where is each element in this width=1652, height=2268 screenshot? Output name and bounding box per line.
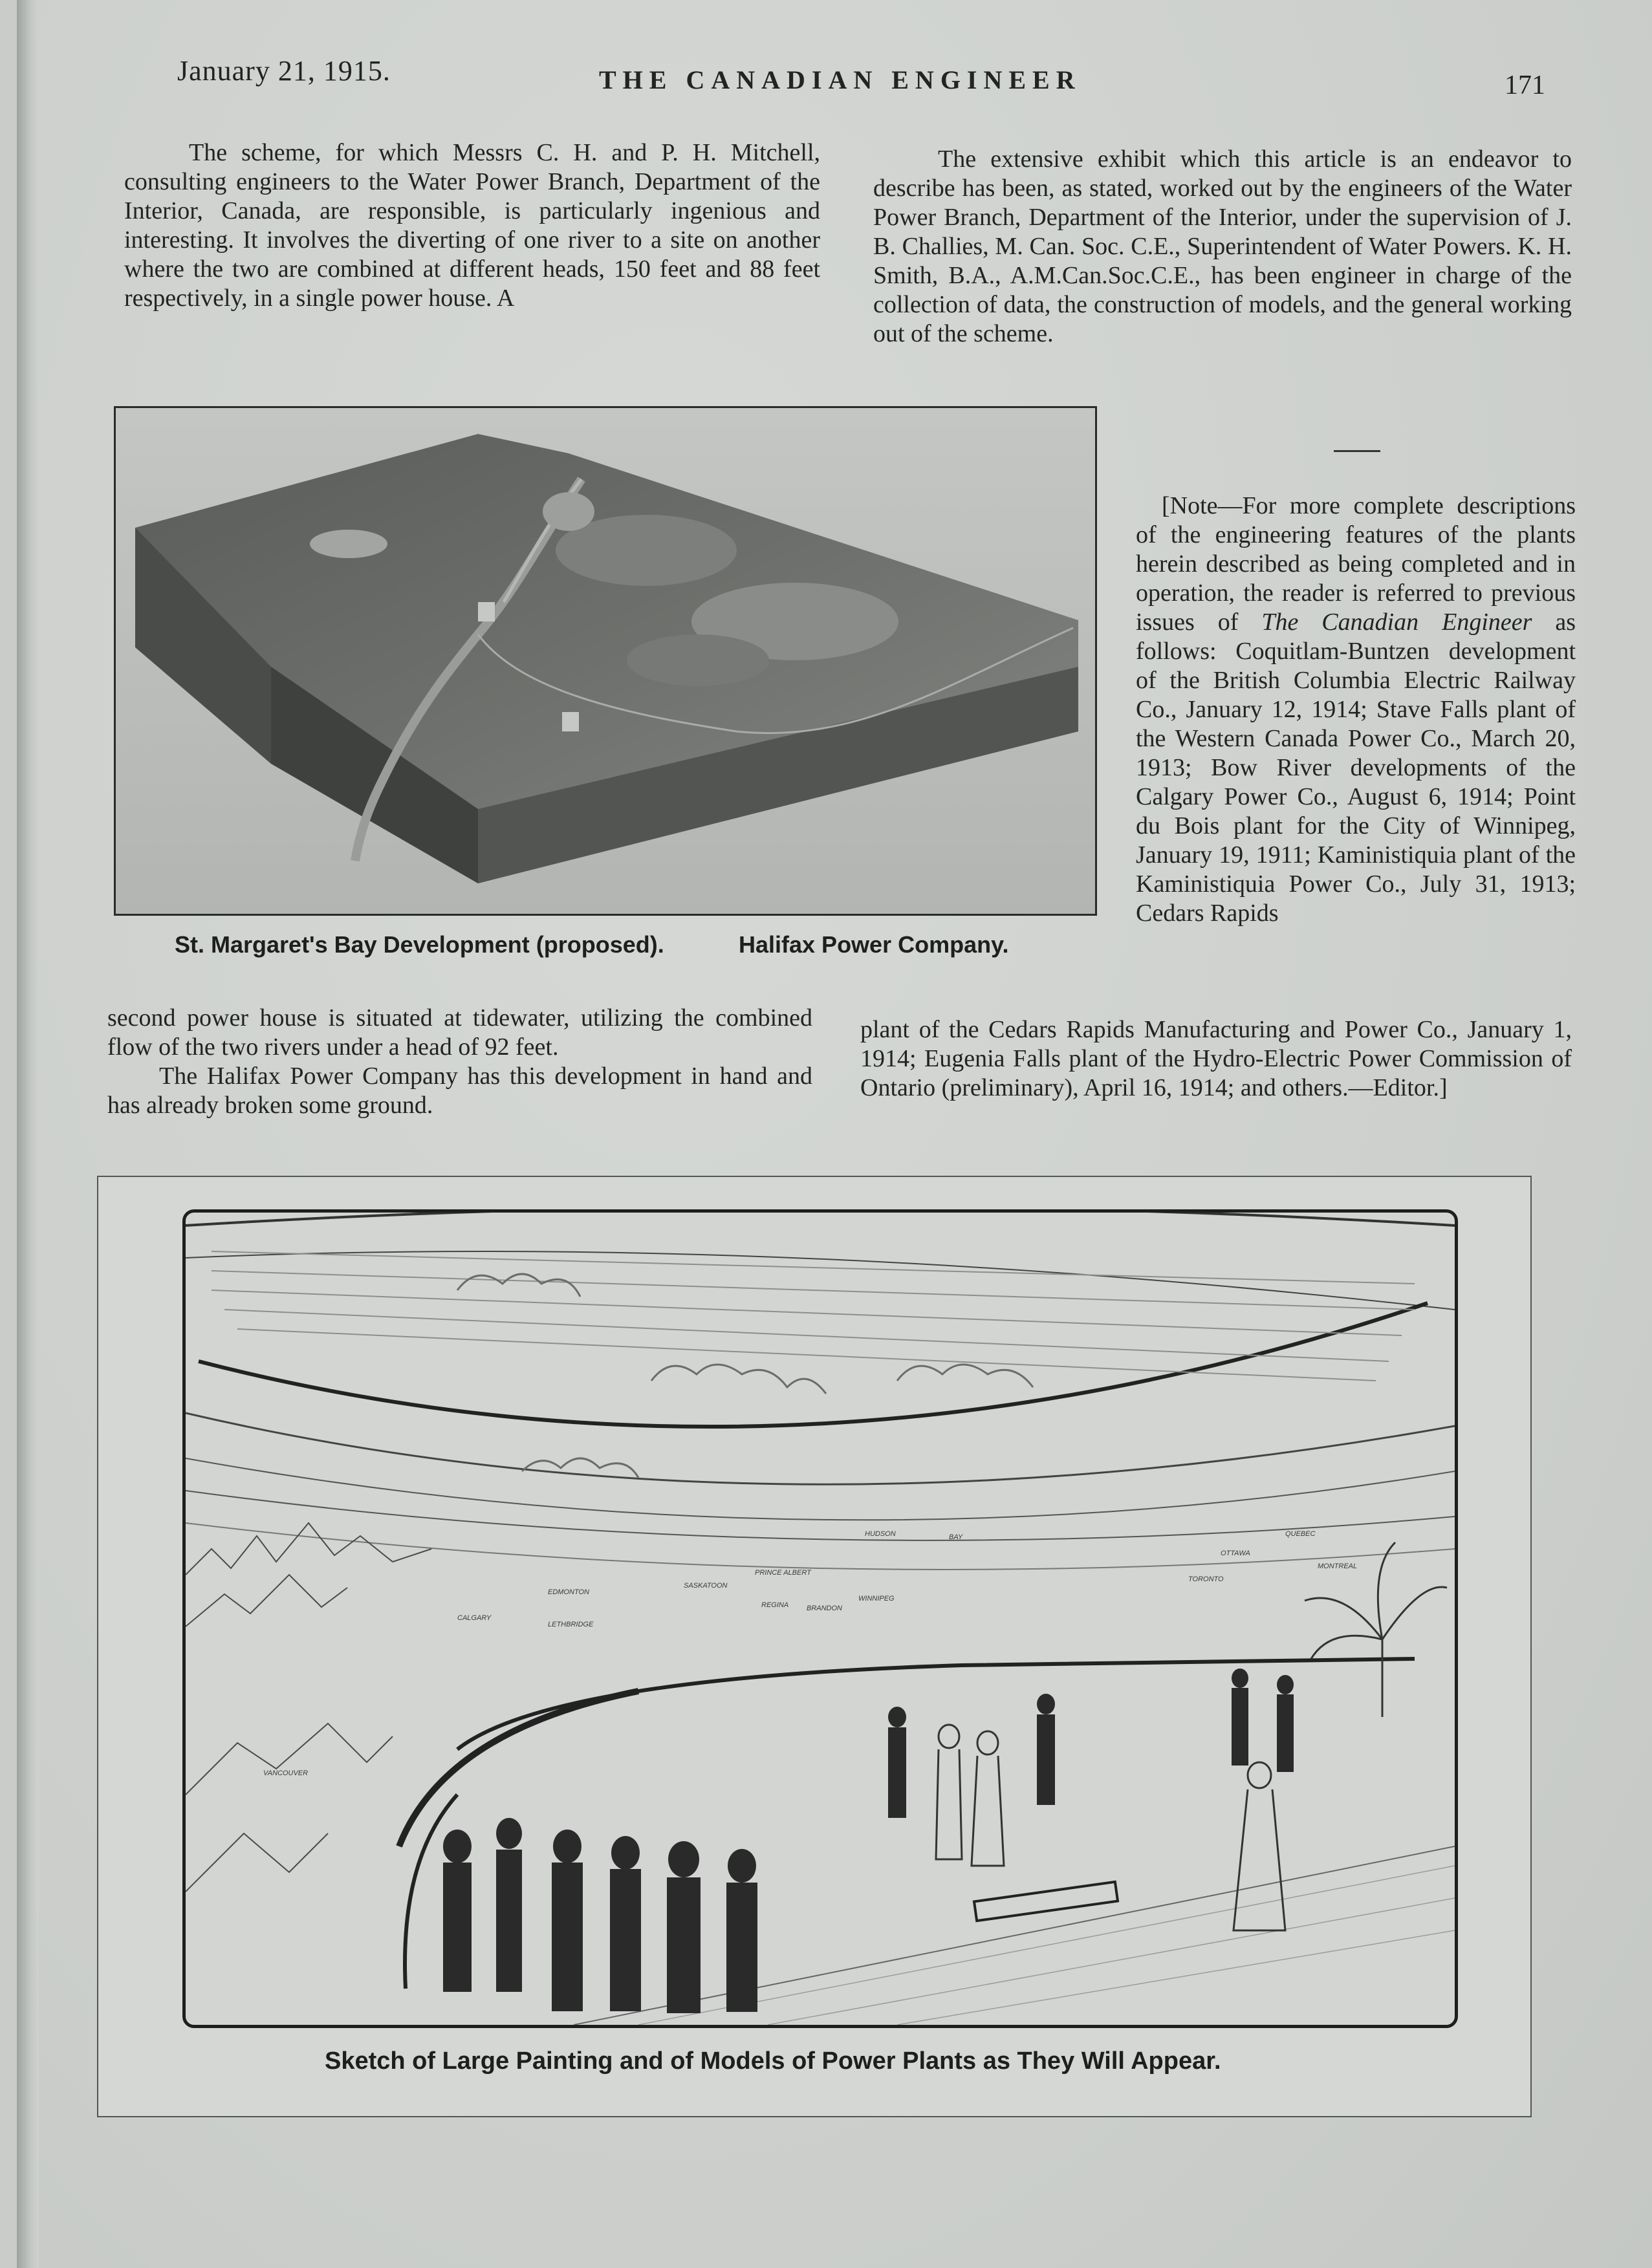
section-divider [1334,450,1380,452]
note-lead: [Note—For more complete descriptions of the engineering features of the plants herein described as being completed and in operation, the reader is referred to previous issues of [1136,492,1576,636]
left-column-bottom [107,1004,812,1120]
note-body: as follows: Coquitlam-Buntzen development of the British Columbia Electric Railway Co., January 12, 1914; Stave Falls plant of the Western Canada Power Co., March 20, 1913; Bow River developments of the Calgary Power Co., August 6, 1914; Point du Bois plant for the City of Winnipeg, January 19, 1911; Kaministiquia plant of the Kaministiquia Power Co., July 31, 1913; Cedars Rapids [1136,609,1576,927]
editor-note-tail [860,1015,1572,1103]
left-column-top [124,138,820,313]
map-label-regina: REGINA [761,1601,789,1609]
map-label-montreal: MONTREAL [1318,1562,1358,1570]
editor-note-text [1136,491,1576,928]
figure2-caption: Sketch of Large Painting and of Models of Power Plants as They Will Appear. [325,2047,1221,2075]
figure1-caption-right: Halifax Power Company. [739,931,1009,958]
map-label-quebec: QUEBEC [1285,1530,1316,1538]
map-label-vancouver: VANCOUVER [263,1769,309,1777]
editor-note-tail-text: plant of the Cedars Rapids Manufacturing and Power Co., January 1, 1914; Eugenia Falls plant of the Hydro-Electric Power Commission of Ontario (preliminary), April 16, 1914; and others.—Editor.] [860,1016,1572,1101]
header-date: January 21, 1915. [177,55,391,87]
left-column-bottom-p1: second power house is situated at tidewater, utilizing the combined flow of the two rivers under a head of 92 feet. [107,1004,812,1061]
header-page-number: 171 [1505,70,1545,100]
map-label-lethbridge: LETHBRIDGE [548,1621,594,1628]
right-column-top-text: The extensive exhibit which this article is an endeavor to describe has been, as stated, worked out by the engineers of the Water Power Branch, Department of the Interior, under the supervision of J. B. Challies, M. Can. Soc. C.E., Superintendent of Water Powers. K. H. Smith, B.A., A.M.Can.Soc.C.E., has been engineer in charge of the collection of data, the construction of models, and the general working out of the scheme. [873,146,1572,347]
figure-model-photo [114,406,1097,916]
map-label-calgary: CALGARY [457,1614,492,1622]
editor-note [1136,491,1576,928]
right-column-top [873,145,1572,349]
terrain-model-illustration [116,408,1095,914]
map-label-bay: BAY [949,1533,963,1541]
map-label-toronto: TORONTO [1188,1575,1224,1583]
note-journal-title: The Canadian Engineer [1261,609,1532,636]
map-label-winnipeg: WINNIPEG [858,1595,895,1603]
map-label-ottawa: OTTAWA [1221,1550,1250,1557]
map-labels [263,1530,1357,1777]
figure1-caption-left: St. Margaret's Bay Development (proposed). [175,931,664,958]
figure-sketch-painting [182,1209,1458,2028]
book-spine-shadow [17,0,39,2268]
map-label-prince-albert: PRINCE ALBERT [755,1569,811,1577]
map-label-hudson: HUDSON [865,1530,896,1538]
header-title: THE CANADIAN ENGINEER [599,65,1081,94]
map-label-edmonton: EDMONTON [548,1588,589,1596]
left-column-top-text: The scheme, for which Messrs C. H. and P. H. Mitchell, consulting engineers to the Water Power Branch, Department of the Interior, Canada, are responsible, is particularly ingenious and interesting. It involves the diverting of one river to a site on another where the two are combined at different heads, 150 feet and 88 feet respectively, in a single power house. A [124,139,820,312]
left-column-bottom-p2: The Halifax Power Company has this development in hand and has already broken some ground. [107,1063,812,1119]
panorama-sketch-illustration [186,1213,1455,2025]
map-label-brandon: BRANDON [807,1604,843,1612]
page [17,0,1652,2268]
map-label-saskatoon: SASKATOON [684,1582,728,1590]
